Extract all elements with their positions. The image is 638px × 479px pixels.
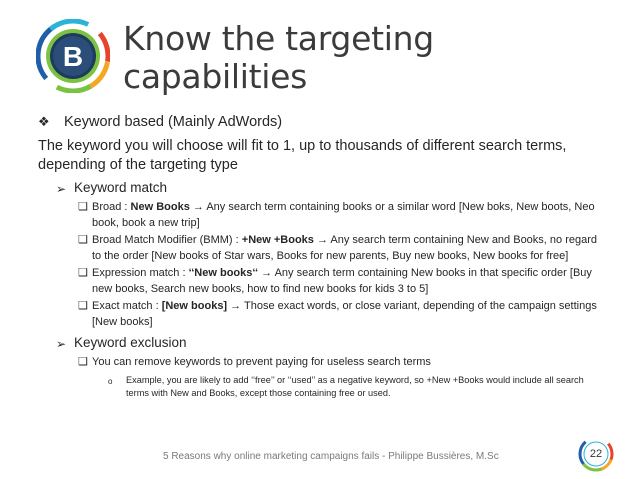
checkbox-bullet-icon: ❑ xyxy=(78,201,88,213)
circle-bullet-icon: o xyxy=(108,376,113,386)
checkbox-bullet-icon: ❑ xyxy=(78,267,88,279)
page-number: 22 xyxy=(589,448,603,460)
bullet-keyword-match xyxy=(56,179,598,198)
item-broad: ❑ Broad : New Books → Any search term containing books or a similar word [New boks, New boots, Neo book, book a new trip] xyxy=(78,200,598,231)
diamond-bullet-icon: ❖ xyxy=(38,114,50,129)
bullet-keyword-exclusion xyxy=(56,334,598,353)
item-bmm: ❑ Broad Match Modifier (BMM) : +New +Books → Any search term containing New and Books, no regard to the order [New books of Star wars, Books for new parents, Buy new books, New books for free] xyxy=(78,233,598,264)
company-logo xyxy=(36,19,110,93)
keyword-based-text: Keyword based (Mainly AdWords) xyxy=(64,114,283,130)
keyword-exclusion-text: Keyword exclusion xyxy=(74,335,187,350)
item-example: o Example, you are likely to add ‘‘free’’ or ‘‘used’’ as a negative keyword, so +New +Books would include all search terms with New and Books, except those containing free or used. xyxy=(108,374,584,398)
slide-title: Know the targeting capabilities xyxy=(123,19,434,96)
item-remove: ❑ You can remove keywords to prevent paying for useless search terms xyxy=(78,355,598,371)
checkbox-bullet-icon: ❑ xyxy=(78,356,88,368)
item-exact: ❑ Exact match : [New books] → Those exact words, or close variant, depending of the campaign settings [New books] xyxy=(78,299,598,330)
checkbox-bullet-icon: ❑ xyxy=(78,300,88,312)
intro-paragraph: The keyword you will choose will fit to 1, up to thousands of different search terms, depending of the targeting type xyxy=(38,138,567,173)
arrow-bullet-icon: ➢ xyxy=(56,337,67,351)
slide-footer: 5 Reasons why online marketing campaigns fails - Philippe Bussières, M.Sc xyxy=(163,451,499,462)
item-expression: ❑ Expression match : ‘‘New books‘‘ → Any search term containing New books in that specific order [Buy new books, Search new books, how to find new books for kids 3 to 5] xyxy=(78,266,598,297)
checkbox-bullet-icon: ❑ xyxy=(78,234,88,246)
arrow-bullet-icon: ➢ xyxy=(56,182,67,196)
logo-letter: B xyxy=(62,41,84,72)
slide-content xyxy=(38,112,598,400)
keyword-match-text: Keyword match xyxy=(74,180,168,195)
bullet-keyword-based xyxy=(38,112,598,132)
